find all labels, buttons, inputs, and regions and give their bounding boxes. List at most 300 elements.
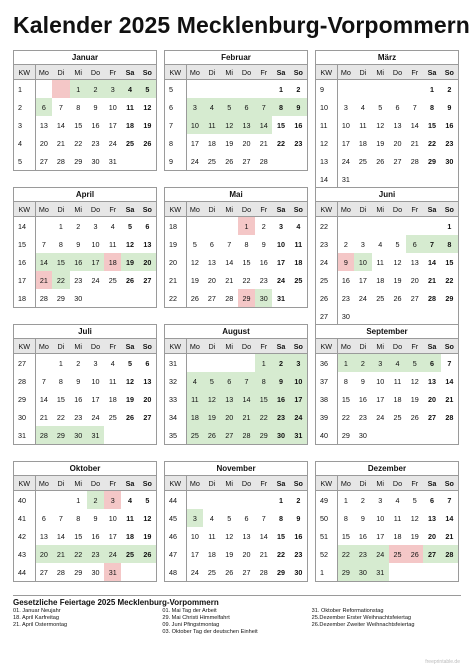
day-cell: 10 <box>277 239 286 249</box>
day-cell: 17 <box>190 549 199 559</box>
weekday-header: Di <box>354 476 371 491</box>
weekday-header: Sa <box>121 476 138 491</box>
week-number: 19 <box>165 235 186 253</box>
day-cell: 26 <box>376 156 385 166</box>
day-cell: 20 <box>39 138 48 148</box>
weekday-header: Di <box>354 339 371 354</box>
day-cell: 28 <box>441 545 458 563</box>
weekday-header: Di <box>203 339 220 354</box>
week-row <box>316 217 458 236</box>
day-cell: 3 <box>360 239 365 249</box>
weekday-header: Do <box>87 476 104 491</box>
week-row <box>316 289 458 307</box>
day-cell: 3 <box>279 221 284 231</box>
day-cell: 31 <box>87 426 104 444</box>
day-cell: 22 <box>56 412 65 422</box>
day-cell: 18 <box>207 138 216 148</box>
week-number: 39 <box>316 408 337 426</box>
day-cell: 21 <box>35 271 52 289</box>
month-juli <box>13 324 157 445</box>
day-cell: 4 <box>121 80 138 99</box>
week-row <box>165 563 307 581</box>
week-number: 23 <box>316 235 337 253</box>
weekday-header: Sa <box>121 65 138 80</box>
empty-cell <box>238 80 255 99</box>
day-cell: 22 <box>277 138 286 148</box>
day-cell: 21 <box>56 138 65 148</box>
day-cell: 16 <box>358 531 367 541</box>
day-cell: 28 <box>259 567 268 577</box>
day-cell: 25 <box>108 412 117 422</box>
day-cell: 10 <box>376 376 385 386</box>
week-number: 40 <box>14 491 35 510</box>
day-cell: 23 <box>294 138 303 148</box>
day-cell: 20 <box>393 138 402 148</box>
week-row <box>165 116 307 134</box>
empty-cell <box>121 426 138 444</box>
day-cell: 9 <box>447 102 452 112</box>
weekday-header: Mi <box>70 476 87 491</box>
day-cell: 25 <box>207 567 216 577</box>
day-cell: 14 <box>259 531 268 541</box>
month-name: März <box>316 51 458 65</box>
empty-cell <box>104 289 121 307</box>
empty-cell <box>406 217 423 236</box>
empty-cell <box>290 152 307 170</box>
month-juni <box>315 187 459 326</box>
day-cell: 13 <box>393 120 402 130</box>
day-cell: 8 <box>58 376 63 386</box>
day-cell: 28 <box>259 156 268 166</box>
weekday-header: Mo <box>337 476 354 491</box>
empty-cell <box>121 289 138 307</box>
week-row <box>316 152 458 170</box>
day-cell: 19 <box>203 408 220 426</box>
legend-item: 01. Januar Neujahr <box>13 608 61 614</box>
day-cell: 18 <box>126 531 135 541</box>
weekday-header: Sa <box>272 65 289 80</box>
day-cell: 1 <box>58 358 63 368</box>
empty-cell <box>238 491 255 510</box>
day-cell: 30 <box>445 156 454 166</box>
week-row <box>14 545 156 563</box>
day-cell: 22 <box>70 545 87 563</box>
week-row <box>165 527 307 545</box>
week-row <box>316 354 458 373</box>
day-cell: 18 <box>393 531 402 541</box>
empty-cell <box>423 307 440 325</box>
day-cell: 7 <box>227 239 232 249</box>
weekday-header: Mo <box>186 339 203 354</box>
week-number: 9 <box>316 80 337 99</box>
day-cell: 17 <box>91 394 100 404</box>
day-cell: 25 <box>393 412 402 422</box>
empty-cell <box>372 307 389 325</box>
week-number: 20 <box>165 253 186 271</box>
legend-item: 03. Oktober Tag der deutschen Einheit <box>162 629 258 635</box>
empty-cell <box>139 426 156 444</box>
weekday-header: KW <box>165 476 186 491</box>
week-row <box>14 408 156 426</box>
day-cell: 9 <box>360 513 365 523</box>
day-cell: 26 <box>393 293 402 303</box>
day-cell: 1 <box>76 495 81 505</box>
day-cell: 15 <box>428 120 437 130</box>
day-cell: 5 <box>227 513 232 523</box>
empty-cell <box>423 217 440 236</box>
day-cell: 21 <box>410 138 419 148</box>
day-cell: 1 <box>337 354 354 373</box>
day-cell: 10 <box>108 102 117 112</box>
weekday-header: KW <box>165 202 186 217</box>
week-number: 2 <box>14 98 35 116</box>
day-cell: 28 <box>410 156 419 166</box>
weekday-header: Mo <box>35 65 52 80</box>
day-cell: 1 <box>70 80 87 99</box>
week-number: 49 <box>316 491 337 510</box>
month-name: Februar <box>165 51 307 65</box>
day-cell: 29 <box>74 567 83 577</box>
weekday-header: Mi <box>70 202 87 217</box>
day-cell: 5 <box>412 495 417 505</box>
week-number: 35 <box>165 426 186 444</box>
empty-cell <box>372 217 389 236</box>
day-cell: 29 <box>238 289 255 307</box>
day-cell: 19 <box>393 275 402 285</box>
week-number: 51 <box>316 527 337 545</box>
day-cell: 17 <box>108 531 117 541</box>
day-cell: 12 <box>376 120 385 130</box>
day-cell: 2 <box>261 221 266 231</box>
empty-cell <box>406 80 423 99</box>
day-cell: 17 <box>108 120 117 130</box>
day-cell: 2 <box>360 495 365 505</box>
day-cell: 16 <box>445 120 454 130</box>
day-cell: 27 <box>143 412 152 422</box>
day-cell: 6 <box>395 102 400 112</box>
empty-cell <box>121 152 138 170</box>
week-number: 10 <box>316 98 337 116</box>
week-number: 29 <box>14 390 35 408</box>
day-cell: 21 <box>238 408 255 426</box>
month-table <box>14 476 156 581</box>
day-cell: 5 <box>128 221 133 231</box>
week-row <box>165 217 307 236</box>
weekday-header: Fr <box>406 202 423 217</box>
weekday-header: Mo <box>186 65 203 80</box>
week-row <box>316 426 458 444</box>
day-cell: 10 <box>354 253 371 271</box>
day-cell: 31 <box>104 563 121 581</box>
week-row <box>316 134 458 152</box>
weekday-header: Di <box>354 202 371 217</box>
month-table <box>14 65 156 170</box>
day-cell: 30 <box>272 426 289 444</box>
day-cell: 4 <box>128 495 133 505</box>
day-cell: 2 <box>296 495 301 505</box>
empty-cell <box>290 289 307 307</box>
weekday-header: Do <box>238 476 255 491</box>
weekday-header: Mo <box>186 202 203 217</box>
week-number: 5 <box>165 80 186 99</box>
day-cell: 24 <box>277 275 286 285</box>
day-cell: 25 <box>126 138 135 148</box>
legend-item: 09. Juni Pfingstmontag <box>162 622 220 628</box>
day-cell: 11 <box>203 116 220 134</box>
empty-cell <box>35 354 52 373</box>
week-row <box>165 289 307 307</box>
weekday-header: Do <box>389 339 406 354</box>
day-cell: 16 <box>70 253 87 271</box>
weekday-header: Do <box>389 65 406 80</box>
weekday-header: Fr <box>104 202 121 217</box>
day-cell: 6 <box>244 513 249 523</box>
week-number: 47 <box>165 545 186 563</box>
month-august <box>164 324 308 445</box>
week-row <box>165 152 307 170</box>
day-cell: 27 <box>242 567 251 577</box>
weekday-header: Mi <box>70 65 87 80</box>
day-cell: 20 <box>428 531 437 541</box>
week-number: 44 <box>14 563 35 581</box>
day-cell: 24 <box>91 412 100 422</box>
day-cell: 4 <box>209 513 214 523</box>
day-cell: 12 <box>225 531 234 541</box>
weekday-header: So <box>290 202 307 217</box>
empty-cell <box>423 170 440 188</box>
week-row <box>14 372 156 390</box>
weekday-header: KW <box>14 202 35 217</box>
day-cell: 12 <box>143 102 152 112</box>
month-april <box>13 187 157 308</box>
day-cell: 29 <box>445 293 454 303</box>
day-cell: 9 <box>290 98 307 116</box>
day-cell: 13 <box>428 513 437 523</box>
day-cell: 30 <box>74 293 83 303</box>
day-cell: 10 <box>186 116 203 134</box>
day-cell: 21 <box>225 275 234 285</box>
day-cell: 15 <box>445 257 454 267</box>
month-oktober <box>13 461 157 582</box>
week-row <box>316 170 458 188</box>
day-cell: 16 <box>358 394 367 404</box>
week-row <box>165 354 307 373</box>
day-cell: 25 <box>108 275 117 285</box>
day-cell: 21 <box>428 275 437 285</box>
page-title: Kalender 2025 Mecklenburg-Vorpommern <box>13 12 470 38</box>
empty-cell <box>389 426 406 444</box>
day-cell: 2 <box>354 354 371 373</box>
legend-item: 26.Dezember Zweiter Weihnachtsfeiertag <box>311 622 415 628</box>
day-cell: 23 <box>358 412 367 422</box>
day-cell: 6 <box>145 221 150 231</box>
weekday-header: Sa <box>121 202 138 217</box>
month-name: November <box>165 462 307 476</box>
empty-cell <box>203 217 220 236</box>
week-row <box>316 80 458 99</box>
day-cell: 5 <box>192 239 197 249</box>
day-cell: 23 <box>445 138 454 148</box>
day-cell: 6 <box>238 98 255 116</box>
week-row <box>316 527 458 545</box>
day-cell: 13 <box>221 390 238 408</box>
day-cell: 15 <box>341 531 350 541</box>
weekday-header: Di <box>203 476 220 491</box>
empty-cell <box>186 491 203 510</box>
day-cell: 31 <box>372 563 389 581</box>
week-number: 16 <box>14 253 35 271</box>
weekday-header: Di <box>52 476 69 491</box>
day-cell: 11 <box>186 390 203 408</box>
week-number: 22 <box>316 217 337 236</box>
day-cell: 19 <box>126 394 135 404</box>
weekday-header: Mo <box>337 202 354 217</box>
day-cell: 10 <box>91 239 100 249</box>
day-cell: 21 <box>259 138 268 148</box>
empty-cell <box>238 354 255 373</box>
day-cell: 23 <box>272 408 289 426</box>
day-cell: 23 <box>354 545 371 563</box>
day-cell: 22 <box>242 275 251 285</box>
week-number: 52 <box>316 545 337 563</box>
day-cell: 5 <box>128 358 133 368</box>
day-cell: 28 <box>225 293 234 303</box>
weekday-header: So <box>441 339 458 354</box>
day-cell: 26 <box>406 545 423 563</box>
day-cell: 12 <box>203 390 220 408</box>
empty-cell <box>186 80 203 99</box>
day-cell: 9 <box>93 102 98 112</box>
week-row <box>316 563 458 581</box>
day-cell: 23 <box>74 275 83 285</box>
day-cell: 9 <box>76 239 81 249</box>
day-cell: 30 <box>91 156 100 166</box>
day-cell: 11 <box>126 513 134 523</box>
day-cell: 22 <box>255 408 272 426</box>
empty-cell <box>52 491 69 510</box>
day-cell: 10 <box>376 513 385 523</box>
empty-cell <box>406 170 423 188</box>
empty-cell <box>423 426 440 444</box>
weekday-header: Do <box>238 339 255 354</box>
day-cell: 19 <box>410 531 419 541</box>
empty-cell <box>337 80 354 99</box>
day-cell: 27 <box>393 156 402 166</box>
weekday-header: KW <box>14 65 35 80</box>
day-cell: 28 <box>39 293 48 303</box>
day-cell: 14 <box>255 116 272 134</box>
empty-cell <box>389 80 406 99</box>
week-row <box>14 217 156 236</box>
empty-cell <box>35 217 52 236</box>
day-cell: 26 <box>126 275 135 285</box>
weekday-header-row <box>14 202 156 217</box>
day-cell: 20 <box>207 275 216 285</box>
week-row <box>316 408 458 426</box>
day-cell: 3 <box>343 102 348 112</box>
week-row <box>14 134 156 152</box>
day-cell: 21 <box>259 549 268 559</box>
day-cell: 27 <box>207 293 216 303</box>
day-cell: 1 <box>238 217 255 236</box>
week-number: 42 <box>14 527 35 545</box>
week-row <box>165 545 307 563</box>
day-cell: 14 <box>428 257 437 267</box>
weekday-header: KW <box>165 65 186 80</box>
day-cell: 23 <box>294 549 303 559</box>
day-cell: 26 <box>203 426 220 444</box>
day-cell: 25 <box>294 275 303 285</box>
week-number: 12 <box>316 134 337 152</box>
week-row <box>316 491 458 510</box>
week-number: 45 <box>165 509 186 527</box>
empty-cell <box>389 307 406 325</box>
month-table <box>316 65 458 188</box>
week-row <box>14 98 156 116</box>
day-cell: 30 <box>354 563 371 581</box>
day-cell: 6 <box>423 354 440 373</box>
day-cell: 4 <box>203 98 220 116</box>
week-number: 27 <box>14 354 35 373</box>
day-cell: 8 <box>343 513 348 523</box>
week-number: 5 <box>14 152 35 170</box>
day-cell: 11 <box>393 376 402 386</box>
week-number: 33 <box>165 390 186 408</box>
weekday-header: KW <box>316 202 337 217</box>
day-cell: 25 <box>186 426 203 444</box>
day-cell: 12 <box>221 116 238 134</box>
day-cell: 7 <box>238 372 255 390</box>
empty-cell <box>354 170 371 188</box>
weekday-header: Do <box>87 202 104 217</box>
week-row <box>14 354 156 373</box>
day-cell: 14 <box>445 376 454 386</box>
day-cell: 26 <box>143 138 152 148</box>
day-cell: 3 <box>186 98 203 116</box>
week-row <box>165 98 307 116</box>
day-cell: 2 <box>296 84 301 94</box>
weekday-header: Sa <box>272 339 289 354</box>
day-cell: 25 <box>358 156 367 166</box>
weekday-header: Sa <box>272 476 289 491</box>
day-cell: 2 <box>76 358 81 368</box>
weekday-header: So <box>290 65 307 80</box>
day-cell: 11 <box>393 513 402 523</box>
day-cell: 7 <box>41 239 46 249</box>
legend-item: 25.Dezember Erster Weihnachtsfeiertag <box>311 615 412 621</box>
day-cell: 23 <box>341 293 350 303</box>
empty-cell <box>221 354 238 373</box>
weekday-header: Sa <box>423 476 440 491</box>
week-row <box>14 253 156 271</box>
day-cell: 23 <box>259 275 268 285</box>
month-table <box>316 339 458 444</box>
day-cell: 20 <box>143 394 152 404</box>
week-number: 18 <box>165 217 186 236</box>
weekday-header: Sa <box>272 202 289 217</box>
day-cell: 24 <box>104 545 121 563</box>
weekday-header: Mo <box>186 476 203 491</box>
empty-cell <box>406 307 423 325</box>
day-cell: 20 <box>139 253 156 271</box>
day-cell: 15 <box>341 394 350 404</box>
day-cell: 5 <box>203 372 220 390</box>
day-cell: 18 <box>126 120 135 130</box>
weekday-header: KW <box>316 476 337 491</box>
week-row <box>316 253 458 271</box>
day-cell: 10 <box>341 120 350 130</box>
day-cell: 12 <box>126 239 135 249</box>
